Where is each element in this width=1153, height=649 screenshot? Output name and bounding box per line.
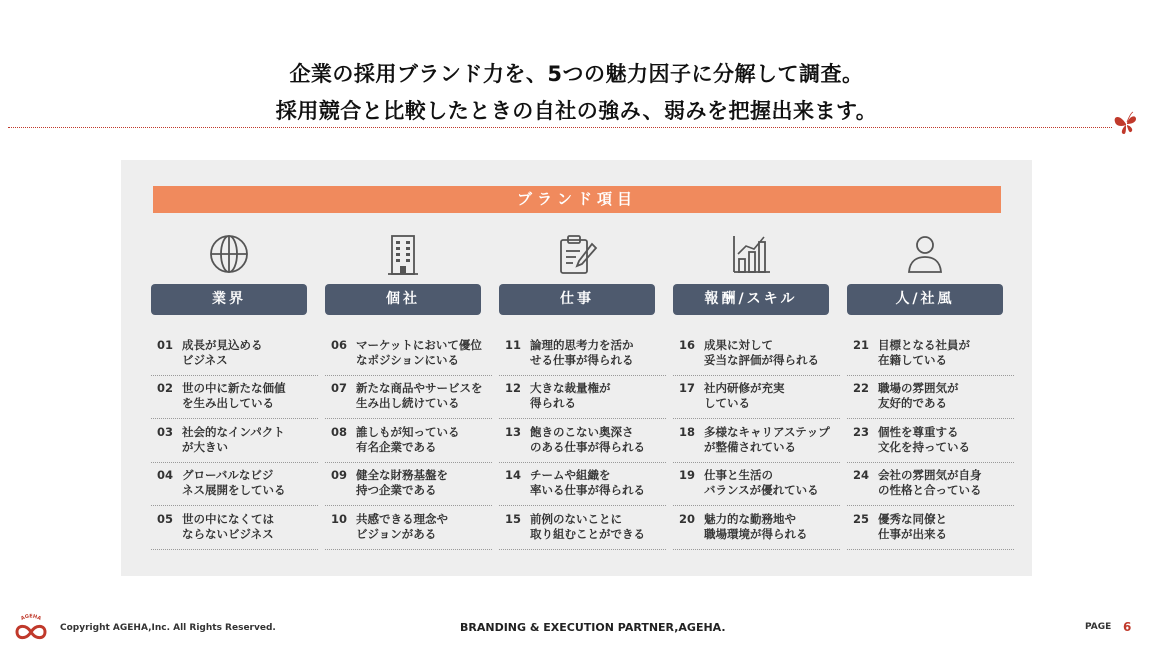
page-label: PAGE [1085, 622, 1112, 632]
svg-text:AGEHA: AGEHA [20, 613, 42, 622]
list-item: 23 個性を尊重する 文化を持っている [847, 420, 1014, 463]
bar-chart-icon [730, 232, 772, 276]
clipboard-pen-icon [556, 232, 598, 276]
category-label: 報酬/スキル [673, 284, 829, 315]
list-item: 13 飽きのこない奥深さ のある仕事が得られる [499, 420, 666, 463]
globe-icon [208, 232, 250, 276]
category-label: 人/社風 [847, 284, 1003, 315]
header-divider [8, 127, 1112, 128]
list-item: 19 仕事と生活の バランスが優れている [673, 463, 840, 506]
list-item: 03 社会的なインパクト が大きい [151, 420, 318, 463]
list-item: 17 社内研修が充実 している [673, 376, 840, 419]
list-item: 07 新たな商品やサービスを 生み出し続けている [325, 376, 492, 419]
list-item: 05 世の中になくては ならないビジネス [151, 507, 318, 550]
list-item: 11 論理的思考力を活か せる仕事が得られる [499, 333, 666, 376]
list-item: 10 共感できる理念や ビジョンがある [325, 507, 492, 550]
headline-line-1: 企業の採用ブランド力を、5つの魅力因子に分解して調査。 [289, 62, 864, 86]
ageha-logo [14, 610, 48, 642]
list-item: 09 健全な財務基盤を 持つ企業である [325, 463, 492, 506]
list-item: 01 成長が見込める ビジネス [151, 333, 318, 376]
category-label: 業界 [151, 284, 307, 315]
brand-items-banner: ブランド項目 [153, 186, 1001, 213]
person-icon [904, 232, 946, 276]
list-item: 04 グローバルなビジ ネス展開をしている [151, 463, 318, 506]
list-item: 12 大きな裁量権が 得られる [499, 376, 666, 419]
list-item: 22 職場の雰囲気が 友好的である [847, 376, 1014, 419]
category-label: 仕事 [499, 284, 655, 315]
list-item: 16 成果に対して 妥当な評価が得られる [673, 333, 840, 376]
footer-tagline: BRANDING & EXECUTION PARTNER,AGEHA. [460, 621, 726, 634]
page-number: 6 [1123, 620, 1132, 634]
headline-line-2: 採用競合と比較したときの自社の強み、弱みを把握出来ます。 [275, 99, 878, 123]
list-item: 25 優秀な同僚と 仕事が出来る [847, 507, 1014, 550]
list-item: 24 会社の雰囲気が自身 の性格と合っている [847, 463, 1014, 506]
list-item: 15 前例のないことに 取り組むことができる [499, 507, 666, 550]
building-icon [382, 232, 424, 276]
category-label: 個社 [325, 284, 481, 315]
list-item: 06 マーケットにおいて優位 なポジションにいる [325, 333, 492, 376]
list-item: 14 チームや組織を 率いる仕事が得られる [499, 463, 666, 506]
list-item: 20 魅力的な勤務地や 職場環境が得られる [673, 507, 840, 550]
list-item: 18 多様なキャリアステップ が整備されている [673, 420, 840, 463]
list-item: 02 世の中に新たな価値 を生み出している [151, 376, 318, 419]
copyright-text: Copyright AGEHA,Inc. All Rights Reserved. [60, 623, 276, 633]
list-item: 21 目標となる社員が 在籍している [847, 333, 1014, 376]
butterfly-icon [1112, 110, 1140, 136]
list-item: 08 誰しもが知っている 有名企業である [325, 420, 492, 463]
